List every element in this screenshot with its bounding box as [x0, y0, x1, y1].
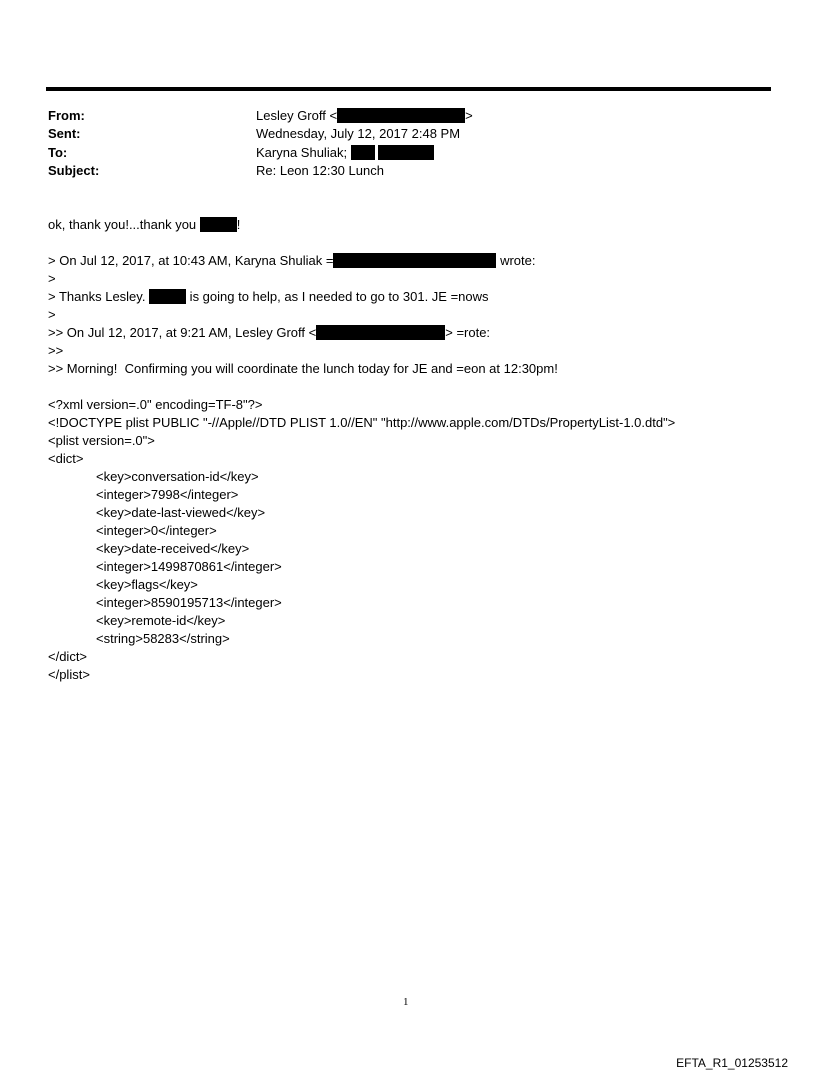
redaction-box	[337, 108, 465, 123]
quote-line	[48, 252, 535, 270]
redaction-box	[333, 253, 496, 268]
body-text: wrote:	[496, 253, 536, 268]
xml-line: <?xml version=.0" encoding=TF-8"?>	[48, 397, 263, 412]
to-label: To:	[48, 145, 68, 160]
xml-line: </dict>	[48, 649, 88, 664]
quote-line: >	[48, 307, 56, 322]
quote-line: >>	[48, 343, 64, 358]
sent-value: Wednesday, July 12, 2017 2:48 PM	[256, 126, 461, 141]
redaction-box	[351, 145, 375, 160]
xml-line: <string>58283</string>	[96, 631, 230, 646]
from-label: From:	[48, 108, 85, 123]
redaction-box	[200, 217, 237, 232]
xml-line: <!DOCTYPE plist PUBLIC "-//Apple//DTD PLIST 1.0//EN" "http://www.apple.com/DTDs/PropertyList-1.0.dtd">	[48, 415, 676, 430]
xml-line: <key>remote-id</key>	[96, 613, 226, 628]
from-close: >	[465, 108, 473, 123]
to-value	[256, 144, 434, 162]
body-text: > On Jul 12, 2017, at 10:43 AM, Karyna Shuliak =	[48, 253, 334, 268]
bates-number: EFTA_R1_01253512	[676, 1056, 788, 1070]
body-text: >> On Jul 12, 2017, at 9:21 AM, Lesley Groff <	[48, 325, 317, 340]
redaction-box	[316, 325, 445, 340]
sent-label: Sent:	[48, 126, 81, 141]
redaction-box	[378, 145, 434, 160]
xml-line: <integer>1499870861</integer>	[96, 559, 282, 574]
to-recipient: Karyna Shuliak;	[256, 145, 348, 160]
from-value	[256, 107, 473, 125]
body-text: !	[236, 217, 241, 232]
header-rule	[46, 87, 771, 91]
body-text: > =rote:	[445, 325, 491, 340]
xml-line: <key>date-last-viewed</key>	[96, 505, 266, 520]
body-line	[48, 216, 240, 234]
body-text: is going to help, as I needed to go to 301. JE =nows	[186, 289, 489, 304]
body-text: > Thanks Lesley.	[48, 289, 150, 304]
xml-line: <integer>8590195713</integer>	[96, 595, 282, 610]
quote-line: >	[48, 271, 56, 286]
redaction-box	[149, 289, 186, 304]
xml-line: <key>flags</key>	[96, 577, 198, 592]
quote-line: >> Morning! Confirming you will coordinate the lunch today for JE and =eon at 12:30pm!	[48, 361, 558, 376]
xml-line: <dict>	[48, 451, 84, 466]
quote-line	[48, 288, 489, 306]
page-number: 1	[403, 996, 409, 1008]
xml-line: <key>date-received</key>	[96, 541, 250, 556]
xml-line: <integer>7998</integer>	[96, 487, 239, 502]
subject-label: Subject:	[48, 163, 100, 178]
body-text: ok, thank you!...thank you	[48, 217, 200, 232]
xml-line: <plist version=.0">	[48, 433, 155, 448]
from-name: Lesley Groff <	[256, 108, 338, 123]
xml-line: <integer>0</integer>	[96, 523, 217, 538]
xml-line: </plist>	[48, 667, 90, 682]
xml-line: <key>conversation-id</key>	[96, 469, 259, 484]
quote-line	[48, 324, 490, 342]
subject-value: Re: Leon 12:30 Lunch	[256, 163, 384, 178]
